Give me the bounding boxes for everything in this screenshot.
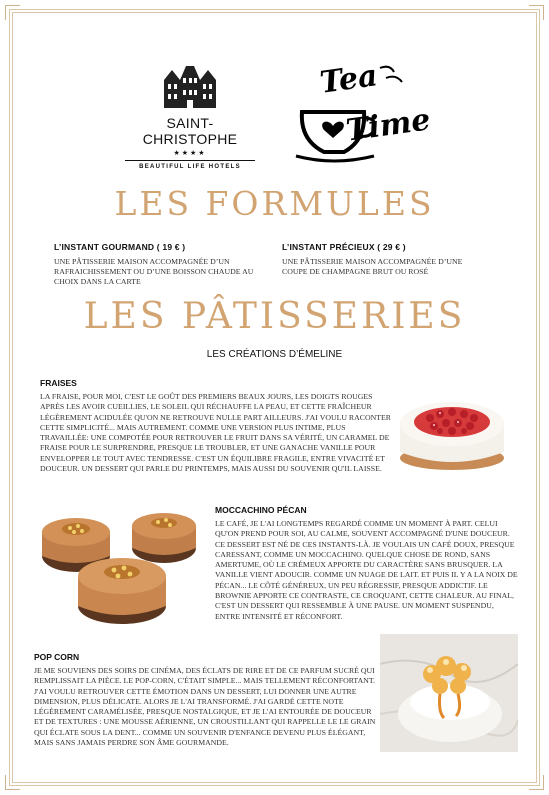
patisseries-heading: LES PÂTISSERIES	[83, 296, 466, 337]
corner-ornament-bottom-right	[529, 775, 544, 790]
hotel-tagline: BEAUTIFUL LIFE HOTELS	[125, 160, 255, 170]
formule-precieux	[282, 242, 482, 277]
formule-gourmand	[54, 242, 254, 287]
popcorn-cake-image	[380, 634, 518, 752]
formule-description: UNE PÂTISSERIE MAISON ACCOMPAGNÉE D’UN RAFRAICHISSEMENT OU D’UNE BOISSON CHAUDE AU CHOIX DANS LA CARTE	[54, 257, 254, 286]
moccachino-title: MOCCACHINO PÉCAN	[215, 505, 307, 515]
hotel-stars: ★★★★	[173, 149, 207, 157]
building-icon	[160, 64, 220, 108]
fraises-cake-image	[396, 388, 508, 474]
corner-ornament-bottom-left	[5, 775, 20, 790]
hotel-name: SAINT-CHRISTOPHE	[142, 115, 238, 147]
formule-title: L’INSTANT PRÉCIEUX ( 29 € )	[282, 242, 406, 252]
hotel-logo	[125, 64, 255, 170]
formule-description: UNE PÂTISSERIE MAISON ACCOMPAGNÉE D’UNE COUPE DE CHAMPAGNE BRUT OU ROSÉ	[282, 257, 463, 276]
moccachino-description: LE CAFÉ, JE L'AI LONGTEMPS REGARDÉ COMME UN MOMENT À PART. CELUI QU'ON PREND POUR SOI, AU CALME, SOUVENT ACCOMPAGNÉ D'UNE DOUCEUR. CE DESSERT EST NÉ DE CES INSTANTS-LÀ. JE VOULAIS UN CAFÉ DOUX, PRESQUE CARESSANT, COMME UN MOCCACHINO. QUELQUE CHOSE DE ROND, SANS AMERTUME, OÙ LE CRÉMEUX APPORTE DU CARACTÈRE SANS BRUSQUER. LA VANILLE VIENT ADOUCIR. COMME UN NUAGE DE LAIT. ET PUIS IL Y A LA NOIX DE PÉCAN... LE CÔTÉ GÉNÉREUX, UN PEU RÉGRESSIF, PRESQUE ADDICTIF. LE BROWNIE APPORTE CE CONTRASTE, CE CROQUANT, CETTE CHALEUR. AU FINAL, C'EST UN DESSERT QUI RESSEMBLE À UNE PAUSE. UN MOMENT SUSPENDU, ENTRE INTENSITÉ ET RÉCONFORT.	[215, 519, 518, 621]
tea-word: Tea	[317, 58, 380, 101]
patisseries-subtitle: LES CRÉATIONS D’ÉMELINE	[206, 349, 343, 360]
fraises-description: LA FRAISE, POUR MOI, C'EST LE GOÛT DES PREMIERS BEAUX JOURS, LES DOIGTS ROUGES APRÈS LES AVOIR CUEILLIES, LE SOLEIL QUI RÉCHAUFFE LA PEAU, ET CETTE FRAÎCHEUR LÉGÈREMENT ACIDULÉE QU'ON NE RETROUVE NULLE PART AILLEURS. J'AI VOULU RACONTER CETTE SIMPLICITÉ... MAIS AUTREMENT. COMME UNE VERSION PLUS INTIME, PLUS TRAVAILLÉE: UNE COMPOTÉE POUR RETROUVER LE FRUIT DANS SA VÉRITÉ, UN CARAMEL DE FRAISE POUR LE SURPRENDRE, PRESQUE LE TROUBLER, ET UNE GANACHE VANILLE POUR ENVELOPPER LE TOUT AVEC TENDRESSE. C'EST UN ÉQUILIBRE FRAGILE, ENTRE VIVACITÉ ET DOUCEUR. UN DESSERT QUI PARLE DU PRINTEMPS, MAIS AUSSI DU SOUVENIR QU'IL LAISSE.	[40, 392, 391, 474]
tea-time-logo	[294, 58, 433, 168]
moccachino-cakes-image	[38, 508, 204, 626]
time-word: Time	[343, 102, 433, 149]
corner-ornament-top-right	[529, 5, 544, 20]
formules-heading: LES FORMULES	[114, 184, 435, 223]
corner-ornament-top-left	[5, 5, 20, 20]
popcorn-description: JE ME SOUVIENS DES SOIRS DE CINÉMA, DES ÉCLATS DE RIRE ET DE CE PARFUM SUCRÉ QUI REMPLISSAIT LA PIÈCE. LE POP-CORN, C'ÉTAIT SIMPLE... MAIS TELLEMENT RÉCONFORTANT. J'AI VOULU RETROUVER CETTE ÉMOTION DANS UN DESSERT, LUI DONNER UNE AUTRE DIMENSION, PLUS DÉLICATE. ALORS JE L'AI TRANSFORMÉ. J'AI GARDÉ CETTE NOTE LÉGÈREMENT CARAMÉLISÉE, PRESQUE NOSTALGIQUE, ET JE L'AI ENTOURÉE DE DOUCEUR ET DE TEXTURES : UNE MOUSSE AÉRIENNE, UN CROUSTILLANT QUI RAPPELLE LE LE GRAIN QUI ÉCLATE SOUS LA DENT... COMME UN SOUVENIR D'ENFANCE DEVENU PLUS ÉLÉGANT, MAIS SANS JAMAIS PERDRE SON ÂME GOURMANDE.	[34, 666, 376, 748]
formule-title: L’INSTANT GOURMAND ( 19 € )	[54, 242, 186, 252]
fraises-title: FRAISES	[40, 378, 77, 388]
popcorn-title: POP CORN	[34, 652, 80, 662]
